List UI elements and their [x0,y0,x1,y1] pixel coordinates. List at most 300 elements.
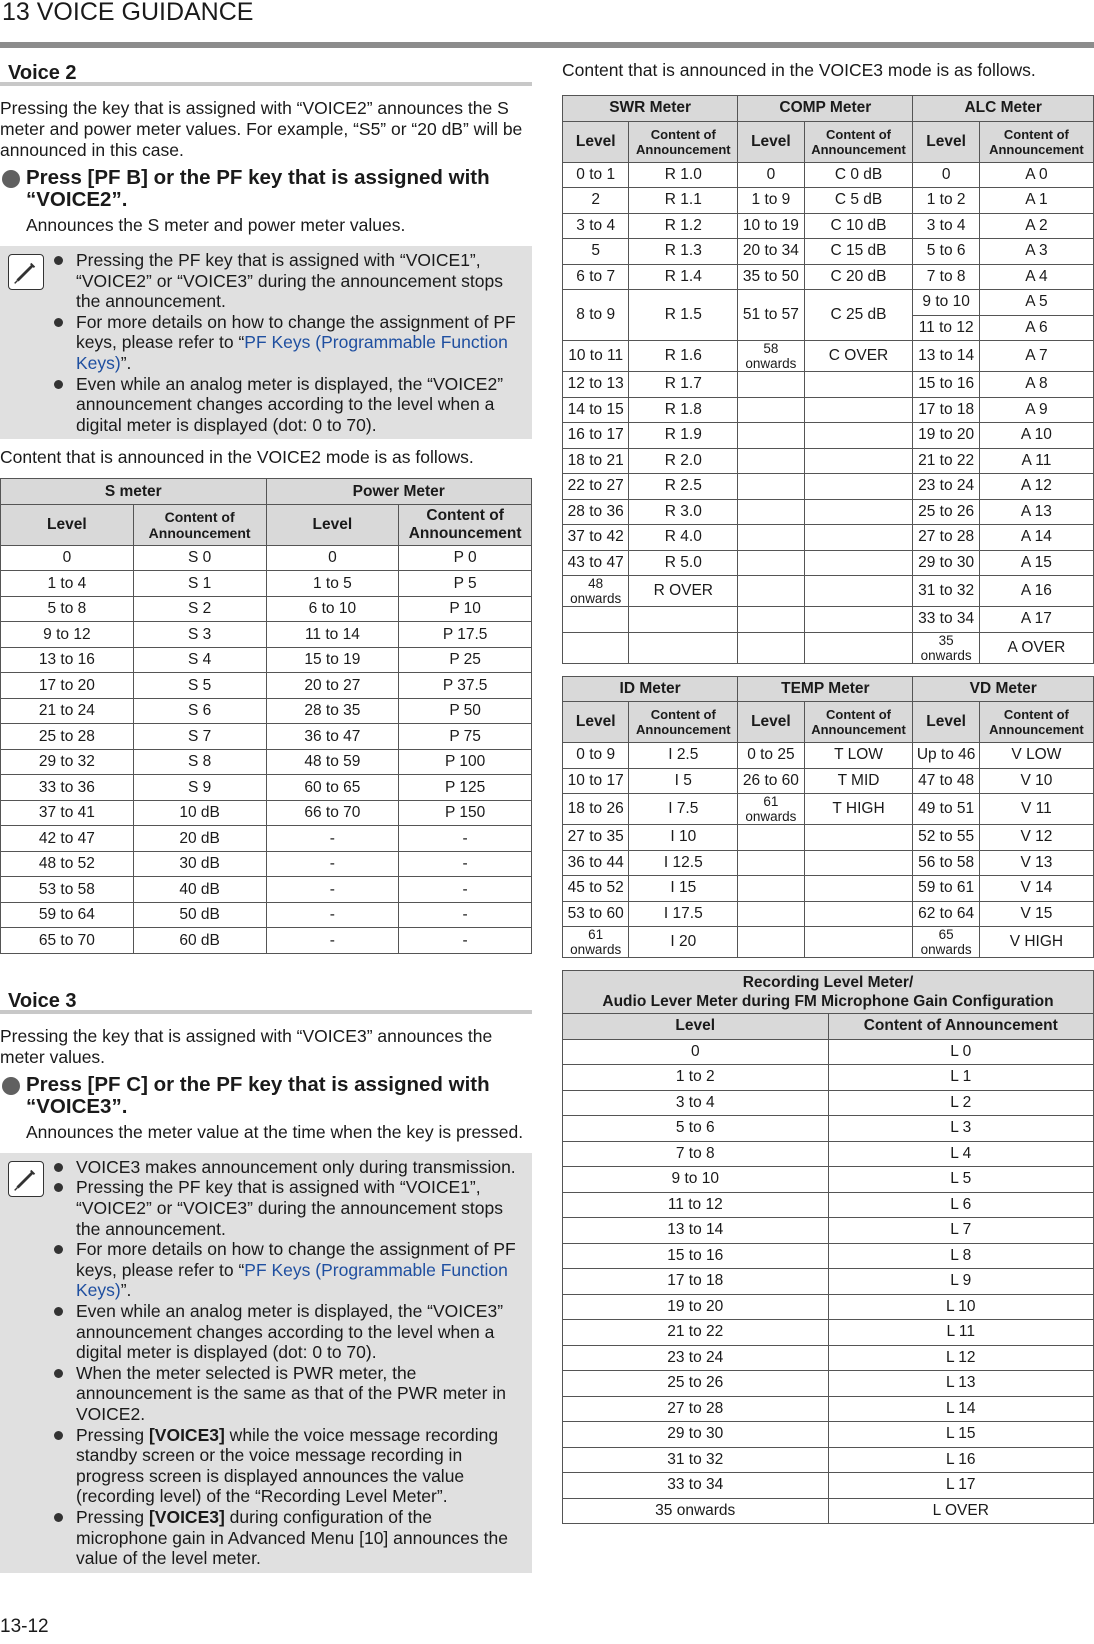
table-cell: 3 to 4 [563,213,629,239]
table-cell: S 0 [133,545,266,571]
table-cell: 53 to 60 [563,901,629,927]
table-cell: P 25 [399,647,532,673]
table-cell: C 5 dB [804,188,913,214]
table-cell: 13 to 14 [913,341,979,372]
table-cell: - [399,826,532,852]
voice2-step [0,167,532,211]
voice3-heading: Voice 3 [0,984,532,1014]
table-cell: 8 to 9 [563,290,629,341]
table-cell: 0 [266,545,399,571]
table-cell: C 25 dB [804,290,913,341]
table-cell: V 12 [979,825,1093,851]
table-cell [804,448,913,474]
table-cell: V 13 [979,850,1093,876]
page-header [0,0,1094,50]
table-cell [738,607,804,633]
table-cell [738,850,804,876]
table-cell: 21 to 22 [913,448,979,474]
table-cell: 27 to 28 [563,1396,829,1422]
table-cell: - [266,826,399,852]
table-cell [804,850,913,876]
voice3-intro: Pressing the key that is assigned with “VOICE3” announces the meter values. [0,1025,493,1067]
table-cell: P 50 [399,698,532,724]
note-item: Pressing [VOICE3] while the voice message recording standby screen or the voice message recording in progress screen is displayed announces the value (recording level) of the “Recording Level Meter”. [70,1425,528,1507]
table-cell: S 7 [133,724,266,750]
table-row [563,290,1094,316]
table-cell: 9 to 10 [913,290,979,316]
note-pencil-icon [8,1161,44,1197]
column-header: Level [913,702,979,743]
table-row [563,397,1094,423]
table-cell: 59 to 61 [913,876,979,902]
table-cell [804,525,913,551]
table-cell: A 9 [979,397,1093,423]
column-header: Content of Announcement [399,504,532,545]
table-cell: 62 to 64 [913,901,979,927]
group-header: ID Meter [563,676,738,702]
table-cell: 1 to 2 [563,1065,829,1091]
table-cell: 0 to 25 [738,743,804,769]
column-header: Level [563,121,629,162]
table-row [563,607,1094,633]
table-cell: L 12 [828,1345,1094,1371]
table-cell: R 5.0 [629,550,738,576]
table-cell: L 6 [828,1192,1094,1218]
table-cell: 19 to 20 [913,423,979,449]
table-row [1,622,532,648]
table-cell [738,448,804,474]
table-cell: R 1.2 [629,213,738,239]
table-cell: 37 to 42 [563,525,629,551]
table-cell [738,576,804,607]
voice3-step-desc: Announces the meter value at the time when the key is pressed. [26,1121,524,1142]
table-row [563,1371,1094,1397]
table-cell [804,632,913,663]
table-cell: 48 to 52 [1,851,134,877]
table-cell: Up to 46 [913,743,979,769]
table-cell: R 1.7 [629,372,738,398]
table-cell: A OVER [979,632,1093,663]
table-cell: 10 dB [133,800,266,826]
column-header: Content of Announcement [629,121,738,162]
voice2-heading: Voice 2 [0,56,532,86]
table-cell: 43 to 47 [563,550,629,576]
table-cell: 35 onwards [913,632,979,663]
table-row [563,1039,1094,1065]
table-row [563,1269,1094,1295]
table-cell: - [266,877,399,903]
table-cell: I 17.5 [629,901,738,927]
table-cell: 2 [563,188,629,214]
table-cell: C 15 dB [804,239,913,265]
table-cell [738,632,804,663]
table-cell: 29 to 30 [563,1422,829,1448]
note-item: Pressing the PF key that is assigned with “VOICE1”, “VOICE2” or “VOICE3” during the announcement stops the announcement. [70,1177,528,1239]
table-row [563,162,1094,188]
table-cell [738,876,804,902]
table-cell: C 0 dB [804,162,913,188]
table-cell: 31 to 32 [913,576,979,607]
table-row [563,213,1094,239]
table-cell [804,927,913,958]
table-cell: I 10 [629,825,738,851]
group-header: Power Meter [266,479,532,505]
table-cell: 17 to 20 [1,673,134,699]
table-cell: 0 to 1 [563,162,629,188]
table-cell: 13 to 14 [563,1218,829,1244]
table-row [1,902,532,928]
table-cell: 5 to 6 [563,1116,829,1142]
table-row [563,239,1094,265]
table-row [563,1090,1094,1116]
table-cell: P 0 [399,545,532,571]
table-cell: 33 to 34 [913,607,979,633]
table-cell: R 1.9 [629,423,738,449]
table-cell: R 1.3 [629,239,738,265]
table-cell: A 1 [979,188,1093,214]
table-cell: 1 to 2 [913,188,979,214]
table-cell: R 1.5 [629,290,738,341]
voice3-step [0,1074,532,1118]
table-row [563,188,1094,214]
table-cell: 0 [563,1039,829,1065]
table-cell: 9 to 10 [563,1167,829,1193]
table-row [1,673,532,699]
table-cell: V LOW [979,743,1093,769]
table-cell: 5 to 8 [1,596,134,622]
table-cell [804,607,913,633]
table-cell: V 10 [979,768,1093,794]
table-cell: 18 to 26 [563,794,629,825]
group-header: SWR Meter [563,96,738,122]
column-header: Content of Announcement [979,702,1093,743]
voice3-step-text: Press [PF C] or the PF key that is assigned with “VOICE3”. [26,1072,490,1118]
note-item: When the meter selected is PWR meter, the announcement is the same as that of the PWR meter in VOICE2. [70,1363,528,1425]
table-cell [629,632,738,663]
table-cell: 14 to 15 [563,397,629,423]
swr-comp-alc-table [562,95,1094,664]
table-cell: 50 dB [133,902,266,928]
table-cell: S 2 [133,596,266,622]
table-row [563,901,1094,927]
voice2-step-text: Press [PF B] or the PF key that is assigned with “VOICE2”. [26,166,490,211]
table-cell: P 125 [399,775,532,801]
table-row [1,545,532,571]
table-row [563,1167,1094,1193]
column-header: Content of Announcement [828,1014,1094,1040]
table-row [1,571,532,597]
table-row [1,724,532,750]
note-item: For more details on how to change the assignment of PF keys, please refer to “PF Keys (Programmable Function Keys)”. [70,1239,528,1301]
table-cell: - [266,851,399,877]
table-cell: 51 to 57 [738,290,804,341]
table-cell: A 14 [979,525,1093,551]
table-cell: I 2.5 [629,743,738,769]
table-cell: L 11 [828,1320,1094,1346]
table-cell: I 12.5 [629,850,738,876]
table-row [563,474,1094,500]
table-cell: 33 to 34 [563,1473,829,1499]
table-cell [804,876,913,902]
table-cell: 36 to 47 [266,724,399,750]
column-header: Level [738,121,804,162]
table-cell: V 11 [979,794,1093,825]
pf-keys-link[interactable]: PF Keys (Programmable Function Keys) [76,1259,508,1301]
table-cell: L 4 [828,1141,1094,1167]
table-cell [804,576,913,607]
table-row [563,1116,1094,1142]
table-row [563,1065,1094,1091]
group-header: COMP Meter [738,96,913,122]
table-row [563,1320,1094,1346]
table-row [1,647,532,673]
table-cell: P 17.5 [399,622,532,648]
table-cell: L 8 [828,1243,1094,1269]
table-cell [563,607,629,633]
table-cell: 25 to 26 [913,499,979,525]
note-item: Pressing [VOICE3] during configuration of the microphone gain in Advanced Menu [10] announces the value of the level meter. [70,1507,528,1569]
table-row [563,1447,1094,1473]
table-row [563,876,1094,902]
column-header: Level [738,702,804,743]
table-cell [738,525,804,551]
table-cell: 56 to 58 [913,850,979,876]
table-cell: 5 [563,239,629,265]
table-cell: L 3 [828,1116,1094,1142]
table-cell: 15 to 16 [563,1243,829,1269]
table-cell: 1 to 4 [1,571,134,597]
table-cell: 42 to 47 [1,826,134,852]
table-cell: L 13 [828,1371,1094,1397]
table-row [563,743,1094,769]
table-cell: C 10 dB [804,213,913,239]
table-cell: R 1.8 [629,397,738,423]
table-cell: I 5 [629,768,738,794]
table-row [563,825,1094,851]
table-cell: L 1 [828,1065,1094,1091]
table-cell: 21 to 22 [563,1320,829,1346]
table-cell: L 5 [828,1167,1094,1193]
table-cell: 35 onwards [563,1498,829,1524]
column-header: Level [1,504,134,545]
note-item: Pressing the PF key that is assigned with “VOICE1”, “VOICE2” or “VOICE3” during the announcement stops the announcement. [70,250,528,312]
voice2-step-desc: Announces the S meter and power meter values. [26,215,406,235]
table-cell [738,372,804,398]
table-row [563,1218,1094,1244]
table-cell: V 14 [979,876,1093,902]
column-header: Level [563,1014,829,1040]
table-row [563,850,1094,876]
table-row [563,632,1094,663]
table-cell: 33 to 36 [1,775,134,801]
table-cell: 27 to 28 [913,525,979,551]
table-cell: 7 to 8 [563,1141,829,1167]
table-cell: 18 to 21 [563,448,629,474]
table-cell: 27 to 35 [563,825,629,851]
table-cell: 25 to 28 [1,724,134,750]
table-row [563,264,1094,290]
table-cell: R OVER [629,576,738,607]
table-cell: 0 [738,162,804,188]
table-cell: 65 to 70 [1,928,134,954]
table-cell: 23 to 24 [563,1345,829,1371]
table-cell: 28 to 36 [563,499,629,525]
voice3-note-list [70,1157,528,1569]
table-cell: 17 to 18 [913,397,979,423]
table-cell: A 3 [979,239,1093,265]
table-row [1,928,532,954]
table-cell: 19 to 20 [563,1294,829,1320]
table-cell: 21 to 24 [1,698,134,724]
table-cell [738,423,804,449]
table-cell: 20 dB [133,826,266,852]
table-cell: 10 to 19 [738,213,804,239]
table-row [563,1473,1094,1499]
table-cell: 60 to 65 [266,775,399,801]
table-row [563,1345,1094,1371]
table-cell: 23 to 24 [913,474,979,500]
table-cell: 49 to 51 [913,794,979,825]
table-cell: I 15 [629,876,738,902]
column-header: Content of Announcement [804,121,913,162]
table-cell: A 12 [979,474,1093,500]
table-cell [738,397,804,423]
table-row [563,1396,1094,1422]
voice3-note-box [0,1153,532,1573]
table-cell: I 7.5 [629,794,738,825]
table-cell: A 17 [979,607,1093,633]
table-cell: 15 to 16 [913,372,979,398]
right-column [562,56,1094,1524]
table-cell: 29 to 32 [1,749,134,775]
table-row [563,550,1094,576]
table-cell [804,499,913,525]
table-cell: T HIGH [804,794,913,825]
table-row [1,749,532,775]
table-cell [804,474,913,500]
table-cell: 25 to 26 [563,1371,829,1397]
table-cell [738,825,804,851]
table-cell: A 0 [979,162,1093,188]
table-row [1,800,532,826]
table-cell: 20 to 34 [738,239,804,265]
table-row [563,1243,1094,1269]
table-cell [738,550,804,576]
table-cell: R 1.1 [629,188,738,214]
column-header: Level [563,702,629,743]
table-cell: P 37.5 [399,673,532,699]
table-row [563,927,1094,958]
step-bullet-icon [2,170,20,188]
table-cell: 10 to 11 [563,341,629,372]
table-cell [738,474,804,500]
group-header: TEMP Meter [738,676,913,702]
table-cell: 9 to 12 [1,622,134,648]
table-cell: A 4 [979,264,1093,290]
table-row [563,499,1094,525]
table-cell: 53 to 58 [1,877,134,903]
table-cell: 45 to 52 [563,876,629,902]
header-rule [0,42,1094,48]
table-cell: 61 onwards [563,927,629,958]
table-cell: 35 to 50 [738,264,804,290]
table-cell: 47 to 48 [913,768,979,794]
table-cell: P 150 [399,800,532,826]
table-row [1,877,532,903]
table-cell [738,927,804,958]
table-row [1,826,532,852]
table-cell: R 1.0 [629,162,738,188]
table-cell: T LOW [804,743,913,769]
table-cell: 0 [913,162,979,188]
table-cell: A 11 [979,448,1093,474]
table-cell: L OVER [828,1498,1094,1524]
table-cell: L 14 [828,1396,1094,1422]
chapter-title: 13 VOICE GUIDANCE [2,0,254,26]
table-cell: L 9 [828,1269,1094,1295]
id-temp-vd-table [562,676,1094,959]
table-cell: T MID [804,768,913,794]
table-row [563,1192,1094,1218]
table-cell: L 17 [828,1473,1094,1499]
note-item: Even while an analog meter is displayed, the “VOICE2” announcement changes according to the level when a digital meter is displayed (dot: 0 to 70). [70,374,528,436]
table-cell: 11 to 14 [266,622,399,648]
table-cell: 13 to 16 [1,647,134,673]
table-cell: L 10 [828,1294,1094,1320]
table-cell: 40 dB [133,877,266,903]
table-cell: S 6 [133,698,266,724]
table-cell: 65 onwards [913,927,979,958]
table-cell: A 10 [979,423,1093,449]
table-cell: A 6 [979,315,1093,341]
table-cell: L 15 [828,1422,1094,1448]
table-cell: - [266,902,399,928]
group-header: ALC Meter [913,96,1094,122]
table-cell: 66 to 70 [266,800,399,826]
table-cell: P 10 [399,596,532,622]
column-header: Content of Announcement [804,702,913,743]
table-cell: A 2 [979,213,1093,239]
table-cell: 12 to 13 [563,372,629,398]
table-cell: 48 to 59 [266,749,399,775]
table-cell: V 15 [979,901,1093,927]
table-cell: 1 to 5 [266,571,399,597]
table-cell [738,901,804,927]
voice3-table-intro: Content that is announced in the VOICE3 mode is as follows. [562,60,1036,80]
table-cell: 0 to 9 [563,743,629,769]
left-column [0,56,532,1573]
table-cell [804,550,913,576]
table-cell: 17 to 18 [563,1269,829,1295]
table-cell: L 7 [828,1218,1094,1244]
table-cell: I 20 [629,927,738,958]
table-row [563,372,1094,398]
table-cell: P 100 [399,749,532,775]
table-cell: 29 to 30 [913,550,979,576]
table-row [563,1498,1094,1524]
note-item: VOICE3 makes announcement only during transmission. [70,1157,528,1178]
pf-keys-link[interactable]: PF Keys (Programmable Function Keys) [76,332,508,373]
table-cell: S 4 [133,647,266,673]
table-cell: S 5 [133,673,266,699]
table-cell: R 3.0 [629,499,738,525]
table-cell: A 15 [979,550,1093,576]
table-row [563,1141,1094,1167]
table-cell: 10 to 17 [563,768,629,794]
table-cell: 11 to 12 [563,1192,829,1218]
note-item: For more details on how to change the assignment of PF keys, please refer to “PF Keys (Programmable Function Keys)”. [70,312,528,374]
page-number: 13-12 [0,1616,49,1637]
